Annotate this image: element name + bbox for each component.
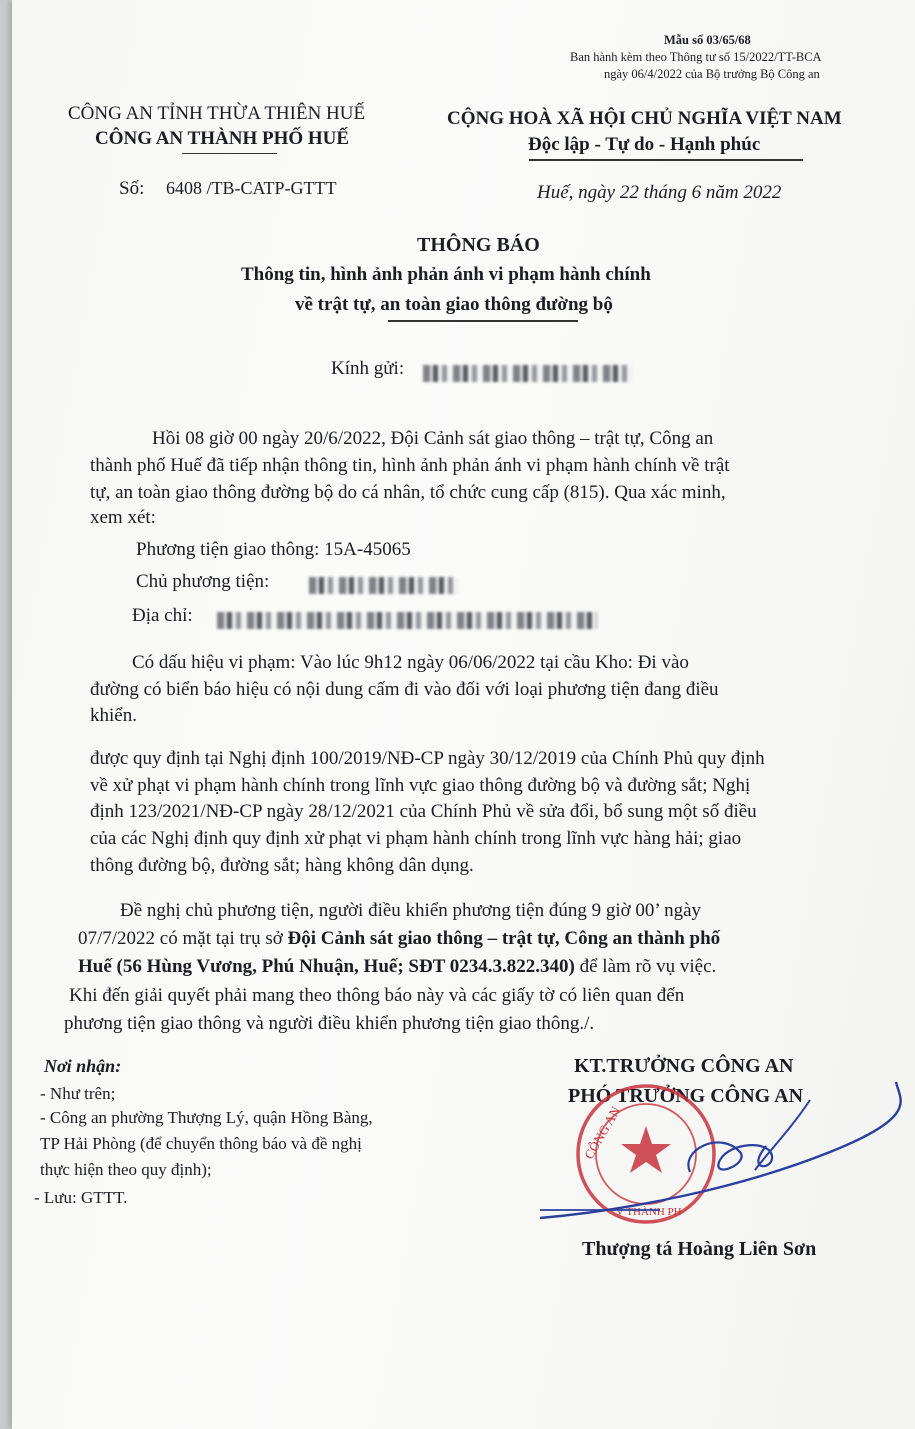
recipient-item: TP Hải Phòng (để chuyển thông báo và đề nghị bbox=[40, 1134, 362, 1153]
body-line: thông đường bộ, đường sắt; hàng không dân dụng. bbox=[90, 855, 474, 876]
body-line: Có dấu hiệu vi phạm: Vào lúc 9h12 ngày 06/06/2022 tại cầu Kho: Đi vào bbox=[132, 652, 689, 673]
divider bbox=[182, 153, 277, 154]
agency-name: CÔNG AN THÀNH PHỐ HUẾ bbox=[95, 128, 350, 149]
signer-title: KT.TRƯỞNG CÔNG AN bbox=[574, 1055, 794, 1077]
handwritten-signature bbox=[540, 1060, 910, 1240]
divider bbox=[529, 159, 803, 161]
body-text: để làm rõ vụ việc. bbox=[574, 956, 717, 977]
body-line: Hồi 08 giờ 00 ngày 20/6/2022, Đội Cảnh sát giao thông – trật tự, Công an bbox=[152, 428, 714, 449]
body-bold-text: Huế (56 Hùng Vương, Phú Nhuận, Huế; SĐT 0234.3.822.340) bbox=[78, 956, 575, 977]
recipient-item: - Như trên; bbox=[40, 1084, 116, 1103]
recipient-item: thực hiện theo quy định); bbox=[40, 1160, 212, 1179]
body-line: thành phố Huế đã tiếp nhận thông tin, hình ảnh phản ánh vi phạm hành chính về trật bbox=[90, 455, 730, 476]
recipient-item: - Công an phường Thượng Lý, quận Hồng Bàng, bbox=[40, 1108, 373, 1127]
doc-number: 6408 /TB-CATP-GTTT bbox=[166, 178, 337, 198]
body-line: được quy định tại Nghị định 100/2019/NĐ-CP ngày 30/12/2019 của Chính Phủ quy định bbox=[90, 748, 765, 769]
body-text: 07/7/2022 có mặt tại trụ sở bbox=[78, 928, 288, 949]
vehicle-plate: Phương tiện giao thông: 15A-45065 bbox=[136, 539, 411, 560]
nation-title: CỘNG HOÀ XÃ HỘI CHỦ NGHĨA VIỆT NAM bbox=[447, 108, 842, 129]
body-line: xem xét: bbox=[90, 507, 156, 528]
stamp-text: V THÀNH PH bbox=[616, 1206, 682, 1218]
divider bbox=[388, 320, 578, 322]
redacted-owner bbox=[309, 577, 459, 594]
body-line: đường có biển báo hiệu có nội dung cấm đi vào đối với loại phương tiện đang điều bbox=[90, 679, 719, 700]
body-line: về xử phạt vi phạm hành chính trong lĩnh vực giao thông đường bộ và đường sắt; Nghị bbox=[90, 775, 751, 796]
stamp-text: CÔNG AN bbox=[581, 1103, 624, 1162]
form-number: Mẫu số 03/65/68 bbox=[664, 33, 751, 47]
doc-subtitle: về trật tự, an toàn giao thông đường bộ bbox=[295, 294, 613, 315]
body-line: của các Nghị định quy định xử phạt vi phạm hành chính trong lĩnh vực hàng hải; giao bbox=[90, 828, 742, 849]
recipient-label: Kính gửi: bbox=[331, 358, 405, 379]
address-label: Địa chỉ: bbox=[132, 605, 193, 626]
motto: Độc lập - Tự do - Hạnh phúc bbox=[528, 134, 761, 155]
body-bold-text: Đội Cảnh sát giao thông – trật tự, Công an thành phố bbox=[287, 928, 721, 949]
body-line: định 123/2021/NĐ-CP ngày 28/12/2021 của Chính Phủ về sửa đổi, bổ sung một số điều bbox=[90, 801, 757, 822]
signer-name: Thượng tá Hoàng Liên Sơn bbox=[582, 1238, 817, 1260]
doc-subtitle: Thông tin, hình ảnh phản ánh vi phạm hành chính bbox=[241, 264, 651, 285]
form-note: Ban hành kèm theo Thông tư số 15/2022/TT-BCA bbox=[570, 50, 822, 64]
doc-number-label: Số: bbox=[119, 178, 145, 199]
doc-title: THÔNG BÁO bbox=[417, 234, 540, 256]
body-line bbox=[78, 956, 716, 978]
place-date: Huế, ngày 22 tháng 6 năm 2022 bbox=[537, 182, 782, 203]
body-line: phương tiện giao thông và người điều khiển phương tiện giao thông./. bbox=[64, 1013, 595, 1034]
recipients-label: Nơi nhận: bbox=[44, 1056, 122, 1076]
redacted-recipient bbox=[423, 365, 633, 382]
body-line: tự, an toàn giao thông đường bộ do cá nhân, tổ chức cung cấp (815). Qua xác minh, bbox=[90, 482, 726, 503]
redacted-address bbox=[217, 612, 597, 629]
body-line bbox=[78, 928, 720, 950]
body-line: khiển. bbox=[90, 705, 137, 726]
body-line: Đề nghị chủ phương tiện, người điều khiển phương tiện đúng 9 giờ 00’ ngày bbox=[120, 900, 702, 921]
document-page bbox=[12, 0, 915, 1429]
owner-label: Chủ phương tiện: bbox=[136, 571, 270, 592]
signer-title: PHÓ TRƯỞNG CÔNG AN bbox=[568, 1085, 804, 1107]
body-line: Khi đến giải quyết phải mang theo thông báo này và các giấy tờ có liên quan đến bbox=[69, 985, 685, 1006]
agency-parent: CÔNG AN TỈNH THỪA THIÊN HUẾ bbox=[68, 103, 366, 124]
recipient-item: - Lưu: GTTT. bbox=[34, 1188, 128, 1207]
form-note: ngày 06/4/2022 của Bộ trưởng Bộ Công an bbox=[604, 67, 820, 81]
